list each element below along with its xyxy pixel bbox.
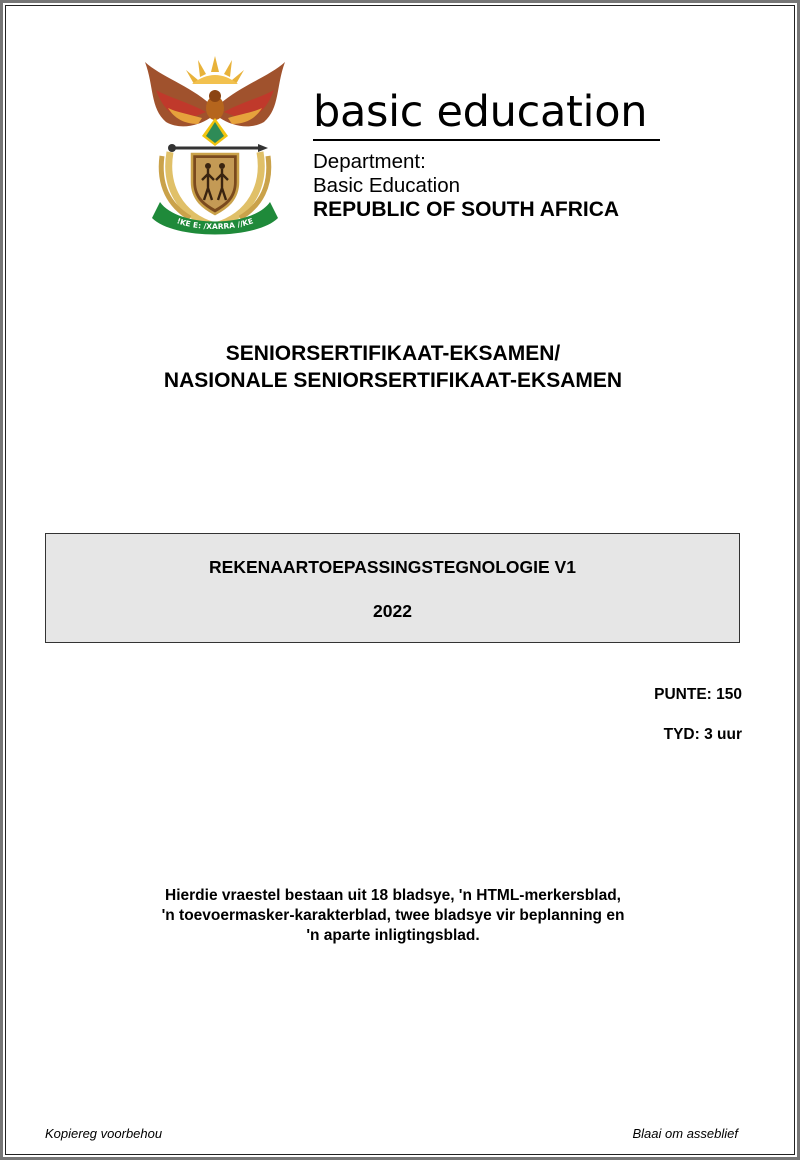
emblem-motto: !KE E: /XARRA //KE xyxy=(175,216,255,232)
department-name: Basic Education xyxy=(313,174,461,197)
paper-info xyxy=(0,886,786,946)
department-label: Department: xyxy=(313,150,426,173)
brand-title: basic education xyxy=(313,87,648,137)
paper-info-line: Hierdie vraestel bestaan uit 18 bladsye, 'n HTML-merkersblad, xyxy=(165,887,621,904)
brand-underline xyxy=(313,139,660,141)
department-wordmark xyxy=(313,88,673,222)
paper-info-line: 'n aparte inligtingsblad. xyxy=(306,927,480,944)
department-block xyxy=(313,150,673,222)
exam-title-line2: NASIONALE SENIORSERTIFIKAAT-EKSAMEN xyxy=(163,369,623,392)
coat-of-arms-logo xyxy=(140,56,290,236)
time-label: TYD: 3 uur xyxy=(663,726,742,743)
footer-turn-over: Blaai om asseblief xyxy=(632,1126,738,1141)
footer-copyright: Kopiereg voorbehou xyxy=(45,1126,163,1141)
exam-title xyxy=(0,340,786,394)
marks-label: PUNTE: 150 xyxy=(654,686,742,703)
paper-info-line: 'n toevoermasker-karakterblad, twee bladsye vir beplanning en xyxy=(161,907,625,924)
exam-year: 2022 xyxy=(373,601,412,621)
subject-name: REKENAARTOEPASSINGSTEGNOLOGIE V1 xyxy=(209,557,576,577)
subject-box xyxy=(45,533,740,643)
country-name: REPUBLIC OF SOUTH AFRICA xyxy=(313,198,620,221)
exam-title-line1: SENIORSERTIFIKAAT-EKSAMEN/ xyxy=(225,342,561,365)
